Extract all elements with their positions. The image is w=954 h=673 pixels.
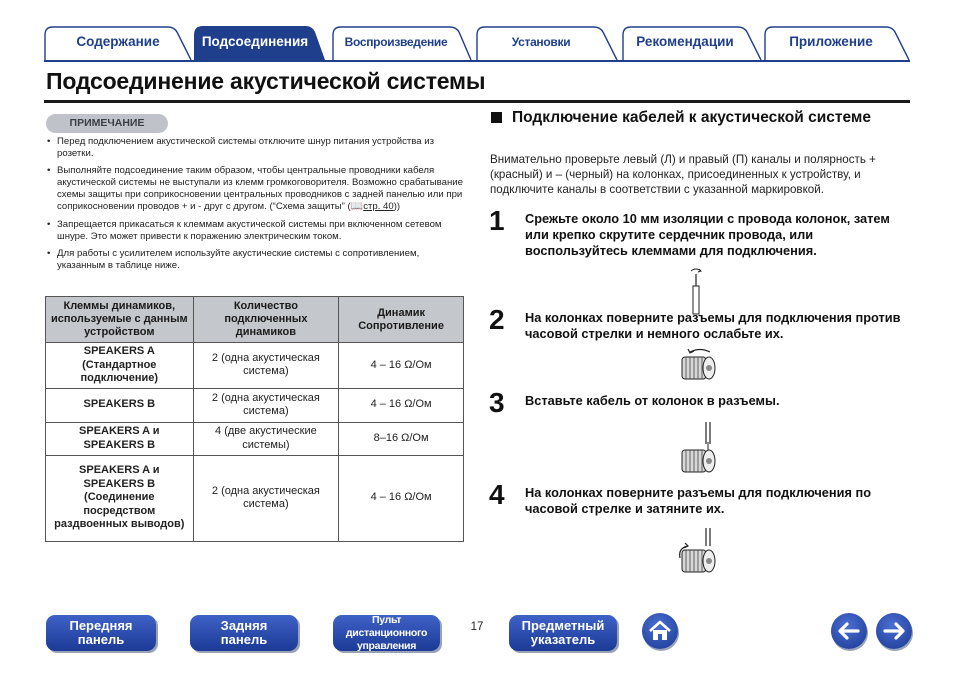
table-header: Клеммы динамиков, используемые с данным устройством <box>46 297 194 343</box>
page-title: Подсоединение акустической системы <box>46 68 486 94</box>
chapter-tabs <box>44 26 910 62</box>
step-text: На колонках поверните разъемы для подключения против часовой стрелки и немного ослабьте их. <box>525 310 901 341</box>
tab-label: Установки <box>511 35 571 49</box>
step-number: 1 <box>489 205 505 236</box>
tab-label: Воспроизведение <box>344 35 448 49</box>
step-text: На колонках поверните разъемы для подключения по часовой стрелке и затяните их. <box>525 485 872 516</box>
section-intro: Внимательно проверьте левый (Л) и правый (П) каналы и полярность + (красный) и – (черный) на колонках, присоединенных к устройству, и подключите каналы в соответствии с указанной маркировкой. <box>490 153 876 196</box>
section-heading: Подключение кабелей к акустической системе <box>512 109 871 126</box>
step-number: 4 <box>489 479 505 510</box>
tab-label: Рекомендации <box>636 34 734 49</box>
insert-cable-illustration <box>676 422 722 480</box>
tab-connections[interactable] <box>194 26 324 60</box>
note-item: • Для работы с усилителем используйте акустические системы с сопротивлением, указанным в таблице ниже. <box>46 248 466 272</box>
arrow-left-icon <box>831 613 867 649</box>
tab-label: Содержание <box>76 34 160 49</box>
note-list <box>46 136 466 277</box>
back-button[interactable] <box>831 613 867 649</box>
step-text: Вставьте кабель от колонок в разъемы. <box>525 393 780 408</box>
step-number: 3 <box>489 387 505 418</box>
table-row: SPEAKERS A (Стандартное подключение) 2 (одна акустическая система) 4 – 16 Ω/Ом <box>46 343 464 389</box>
note-item: • Перед подключением акустической системы отключите шнур питания устройства из розетки. <box>46 136 466 160</box>
remote-control-button[interactable]: Пульт дистанционного управления <box>333 615 440 651</box>
table-row: SPEAKERS A и SPEAKERS B 4 (две акустические системы) 8–16 Ω/Ом <box>46 422 464 455</box>
step-text: Срежьте около 10 мм изоляции с провода колонок, затем или крепко скрутите сердечник провода, или воспользуйтесь клеммами для подключения. <box>525 211 890 258</box>
forward-button[interactable] <box>876 613 912 649</box>
note-item: • Выполняйте подсоединение таким образом, чтобы центральные проводники кабеля акустической системы не выступали из клемм громкоговорителя. Возможно срабатывание схемы защиты при соприкосновении центральных проводников с задней панелью или при соприкосновении проводов + и - друг с другом. (“Схема защиты” (📖стр. 40)) <box>46 165 466 213</box>
page-number: 17 <box>470 621 484 633</box>
tab-playback[interactable] <box>332 26 470 60</box>
tab-label: Приложение <box>789 34 873 49</box>
speaker-impedance-table <box>45 296 464 542</box>
tab-label: Подсоединения <box>201 34 309 49</box>
front-panel-button[interactable]: Передняя панель <box>46 615 156 651</box>
table-row: SPEAKERS A и SPEAKERS B (Соединение посредством раздвоенных выводов) 2 (одна акустическая система) 4 – 16 Ω/Ом <box>46 455 464 541</box>
section-bullet-icon <box>491 112 502 123</box>
arrow-right-icon <box>876 613 912 649</box>
book-icon: 📖 <box>350 201 364 213</box>
tab-tips[interactable] <box>622 26 760 60</box>
tab-settings[interactable] <box>476 26 616 60</box>
binding-post-loosen-illustration <box>676 346 722 388</box>
table-header: Количество подключенных динамиков <box>193 297 339 343</box>
home-button[interactable] <box>642 613 678 649</box>
title-divider <box>44 100 910 103</box>
tabs-divider <box>44 60 910 62</box>
page-link[interactable]: стр. 40 <box>363 201 394 213</box>
step-number: 2 <box>489 304 505 335</box>
note-badge: ПРИМЕЧАНИЕ <box>46 114 168 133</box>
note-item: • Запрещается прикасаться к клеммам акустической системы при включенном сетевом шнуре. Это может привести к поражению электрическим током. <box>46 219 466 243</box>
table-header: Динамик Сопротивление <box>339 297 464 343</box>
binding-post-tighten-illustration <box>676 528 722 582</box>
table-row: SPEAKERS B 2 (одна акустическая система) 4 – 16 Ω/Ом <box>46 388 464 422</box>
home-icon <box>642 613 678 649</box>
stripped-wire-illustration <box>682 266 710 316</box>
tab-appendix[interactable] <box>764 26 910 60</box>
index-button[interactable]: Предметный указатель <box>509 615 617 651</box>
tab-contents[interactable] <box>44 26 192 60</box>
rear-panel-button[interactable]: Задняя панель <box>190 615 298 651</box>
